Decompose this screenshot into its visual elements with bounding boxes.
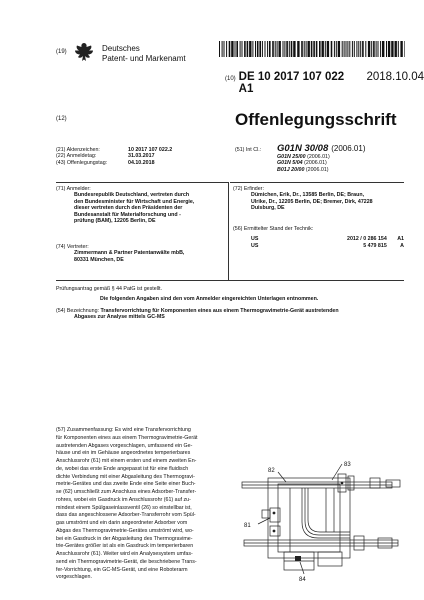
- applicant-line: prüfung (BAM), 12205 Berlin, DE: [74, 218, 156, 225]
- ipc-version: (2006.01): [305, 166, 329, 173]
- figure-ref-82: 82: [268, 468, 275, 474]
- publication-number-line: [225, 71, 424, 95]
- abstract-line: send ein Thermogravimetrie-Gerät, die beschriebene Trans-: [56, 558, 197, 565]
- abstract-line: für Komponenten eines aus einem Thermogravimetrie-Gerät: [56, 434, 198, 441]
- box-rule: [228, 182, 229, 280]
- prior-art-number: 5 479 815: [363, 242, 387, 249]
- abstract-line: gas umströmt und ein darin angeordneter Adsorber vom: [56, 520, 188, 526]
- figure-ref-84: 84: [299, 577, 306, 583]
- publication-number: DE 10 2017 107 022 A1: [238, 71, 345, 95]
- publication-day-label: (43) Offenlegungstag:: [56, 159, 108, 166]
- abstract-line: se (62) umschließt zum Anschluss eines Adsorber-Transfer-: [56, 489, 197, 495]
- box-rule: [56, 182, 228, 183]
- abstract-block: [56, 427, 234, 582]
- ipc-code: B01J 20/00: [277, 166, 305, 173]
- field-12-label: (12): [56, 116, 67, 122]
- ipc-code: G01N 25/00: [277, 154, 306, 160]
- abstract-line: dichte Verbindung mit einer Abgasleitung des Thermogravi-: [56, 473, 195, 480]
- publication-day: 04.10.2018: [128, 159, 155, 166]
- abstract-line: (57) Zusammenfassung: Es wird eine Transfervorrichtung: [56, 427, 191, 433]
- applicant-line: Bundesrepublik Deutschland, vertreten durch: [74, 192, 190, 199]
- abstract-line: de, wobei das erste Ende angepasst ist für eine fluidisch: [56, 465, 189, 472]
- abstract-line: metrie-Gerätes und das zweite Ende eine Seite einer Buch-: [56, 481, 196, 488]
- inventor-line: Duisburg, DE: [251, 205, 285, 212]
- prior-art-label: (56) Ermittelter Stand der Technik:: [233, 226, 314, 232]
- application-number: 10 2017 107 022.2: [128, 147, 173, 153]
- prior-art-row: [233, 243, 404, 249]
- office-name-line2: Patent- und Markenamt: [102, 53, 186, 63]
- figure-ref-83: 83: [344, 462, 351, 468]
- prior-art-kind: A1: [397, 236, 404, 243]
- designation-block: [56, 308, 406, 321]
- applicant-line: den Bundesminister für Wirtschaft und Energie,: [74, 198, 195, 205]
- filing-data-block: [56, 147, 172, 166]
- abstract-line: mindest einem Spülgaseinlassventil (26) so einstellbar ist,: [56, 504, 192, 511]
- abstract-line: bei ein Gasdruck in der Abgasleitung des Thermogravime-: [56, 535, 193, 542]
- application-number-label: (21) Aktenzeichen:: [56, 147, 100, 153]
- abstract-line: Anschlussrohr (61) mit einem ersten und einem zweiten En-: [56, 458, 197, 464]
- prior-art-kind: A: [400, 242, 404, 249]
- inventor-label: (72) Erfinder:: [233, 186, 264, 192]
- abstract-line: Anschlussrohr (61). Weiter wird ein Analysesystem umfas-: [56, 551, 193, 557]
- ipc-version: (2006.01): [304, 160, 327, 167]
- ipc-version: (2006.01): [307, 154, 330, 160]
- examination-request: Prüfungsantrag gemäß § 44 PatG ist gestellt.: [56, 286, 162, 292]
- federal-eagle-logo: [71, 40, 97, 66]
- representative-line: Zimmermann & Partner Patentanwälte mbB,: [74, 250, 185, 257]
- representative-block: [56, 244, 226, 263]
- abstract-line: Abgas des Thermogravimetrie-Gerätes umströmt wird, wo-: [56, 527, 194, 534]
- inventor-line: Ulrike, Dr., 12205 Berlin, DE; Bremer, Dirk, 47228: [251, 198, 373, 205]
- document-type-title: Offenlegungsschrift: [235, 110, 397, 129]
- ipc-code: G01N 5/04: [277, 160, 303, 167]
- representative-label: (74) Vertreter:: [56, 244, 89, 250]
- publication-date: 2018.10.04: [366, 71, 424, 83]
- ipc-label: (51) Int Cl.:: [235, 147, 262, 153]
- abstract-line: fer-Vorrichtung, ein GC-MS-Gerät, und eine Roboterarm: [56, 566, 188, 573]
- abstract-line: rohres, wobei ein Gasdruck im Anschlussrohr (61) auf zu-: [56, 496, 191, 503]
- prior-art-country: US: [251, 236, 259, 243]
- applicant-line: Bundesanstalt für Materialforschung und -: [74, 211, 181, 218]
- field-10-label: (10): [225, 76, 236, 82]
- box-rule: [56, 280, 404, 281]
- inventor-block: [233, 186, 404, 212]
- inventor-line: Dümichen, Erik, Dr., 13585 Berlin, DE; Braun,: [251, 192, 365, 199]
- publication-barcode: [219, 41, 405, 57]
- abstract-line: dass das angeschlossene Adsorber-Transferrohr vom Spül-: [56, 512, 196, 519]
- prior-art-block: [233, 226, 404, 249]
- filing-date: 31.03.2017: [128, 153, 155, 160]
- designation-label: (54) Bezeichnung:: [56, 308, 99, 314]
- applicant-notice: Die folgenden Angaben sind den vom Anmelder eingereichten Unterlagen entnommen.: [100, 296, 319, 302]
- office-name-line1: Deutsches: [102, 44, 140, 53]
- ipc-main-version: (2006.01): [331, 144, 366, 153]
- abstract-line: austretenden Abgases vorgeschlagen, umfassend ein Ge-: [56, 442, 193, 449]
- ipc-block: [277, 143, 365, 173]
- applicant-line: dieser vertreten durch den Präsidenten der: [74, 205, 183, 212]
- field-19-label: (19): [56, 49, 67, 55]
- ipc-main-code: G01N 30/08: [277, 143, 329, 154]
- abstract-line: häuse und ein im Gehäuse angeordnetes temperierbares: [56, 450, 191, 457]
- applicant-label: (71) Anmelder:: [56, 186, 91, 192]
- technical-drawing-figure: [238, 452, 412, 584]
- abstract-line: trie-Gerätes größer ist als ein Gasdruck im temperierbaren: [56, 543, 194, 550]
- abstract-line: vorgeschlagen.: [56, 574, 92, 581]
- box-rule: [230, 182, 404, 183]
- applicant-block: [56, 186, 226, 224]
- designation-line1: Transfervorrichtung für Komponenten eines aus einem Thermogravimetrie-Gerät austretenden: [100, 308, 339, 314]
- filing-date-label: (22) Anmeldetag:: [56, 153, 97, 160]
- figure-ref-81: 81: [244, 523, 251, 529]
- prior-art-country: US: [251, 242, 259, 249]
- representative-line: 80331 München, DE: [74, 256, 124, 263]
- prior-art-number: 2012 / 0 286 154: [347, 236, 387, 243]
- designation-line2: Abgases zur Analyse mittels GC-MS: [74, 314, 165, 321]
